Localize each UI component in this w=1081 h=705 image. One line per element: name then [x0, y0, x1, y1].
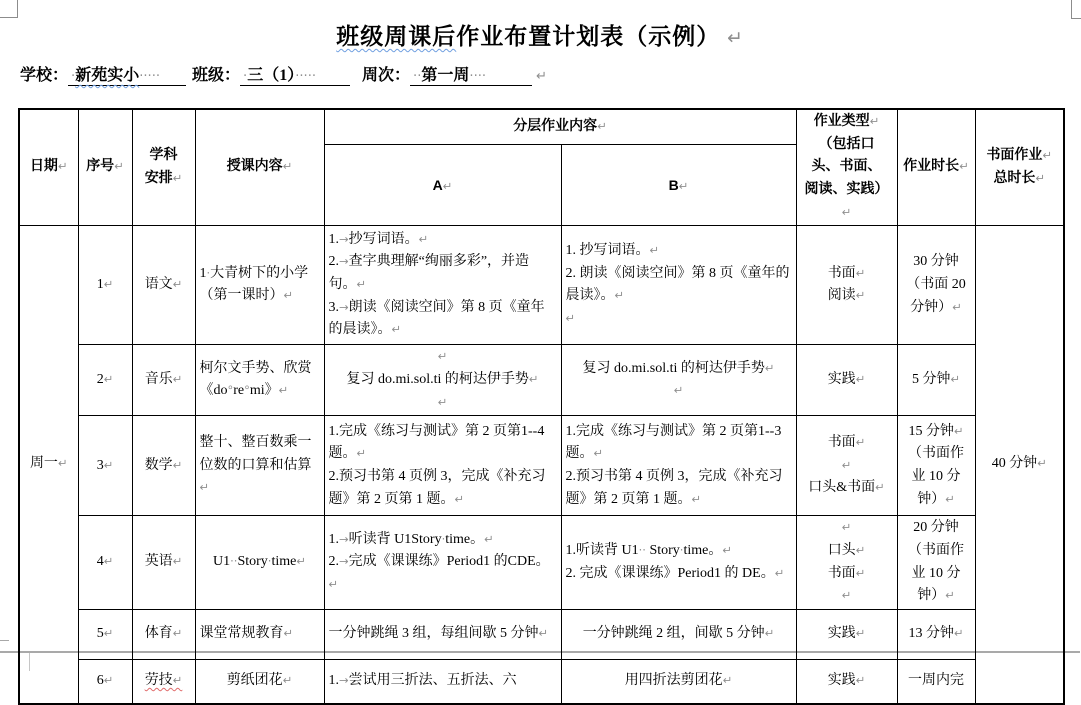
cell-row5-content: 课堂常规教育↵	[195, 610, 324, 660]
cell-row6-group-a: 1.→尝试用三折法、五折法、六	[324, 660, 561, 704]
cell-row6-number: 6↵	[78, 660, 132, 704]
cell-row6-group-b: 用四折法剪团花↵	[561, 660, 796, 704]
cell-row1-type: 书面↵ 阅读↵	[796, 226, 897, 345]
page-crop-mark-top-left	[0, 0, 18, 18]
cell-row3-group-b: 1.完成《练习与测试》第 2 页第1--3 题。↵ 2.预习书第 4 页例 3，完成《补充习题》第 2 页第 1 题。↵	[561, 416, 796, 516]
cell-row4-subject: 英语↵	[132, 516, 195, 610]
cell-row3-group-a: 1.完成《练习与测试》第 2 页第1--4 题。↵ 2.预习书第 4 页例 3，完成《补充习题》第 2 页第 1 题。↵	[324, 416, 561, 516]
document-title	[0, 18, 1080, 51]
class-label: 班级：	[192, 67, 241, 84]
header-group-b: B↵	[561, 145, 796, 226]
space-dots: ·	[71, 69, 76, 84]
cell-row2-group-b: 复习 do.mi.sol.ti 的柯达伊手势↵ ↵	[561, 345, 796, 416]
title-wavy-segment: 班级周课后	[336, 24, 457, 49]
table-row	[19, 226, 1064, 345]
cell-row3-content: 整十、整百数乘一位数的口算和估算↵	[195, 416, 324, 516]
cell-date-monday: 周一↵	[19, 226, 78, 704]
header-total-written-duration: 书面作业↵ 总时长↵	[975, 109, 1064, 226]
title-rest-segment: 作业布置计划表（示例）	[456, 24, 721, 49]
week-label: 周次：	[362, 67, 411, 84]
school-label: 学校：	[20, 67, 69, 84]
page-crop-mark-top-right	[1071, 0, 1081, 19]
cell-row3-duration: 15 分钟↵ （书面作 业 10 分 钟）↵	[897, 416, 975, 516]
table-row	[19, 610, 1064, 660]
cell-row5-duration: 13 分钟↵	[897, 610, 975, 660]
week-blank	[410, 62, 532, 86]
space-dots: ····	[469, 69, 487, 84]
table-row	[19, 660, 1064, 704]
header-content: 授课内容↵	[195, 109, 324, 226]
space-dots: ··	[413, 69, 422, 84]
cell-row5-group-b: 一分钟跳绳 2 组，间歇 5 分钟↵	[561, 610, 796, 660]
header-subject: 学科 安排↵	[132, 109, 195, 226]
space-dots: ·····	[295, 69, 317, 84]
cell-row1-duration: 30 分钟 （书面 20 分钟）↵	[897, 226, 975, 345]
space-dots: ·····	[139, 69, 161, 84]
header-number: 序号↵	[78, 109, 132, 226]
paragraph-mark: ↵	[536, 69, 548, 84]
header-layered-homework: 分层作业内容↵	[324, 109, 796, 145]
cell-row3-type: 书面↵ ↵ 口头&书面↵	[796, 416, 897, 516]
cell-row6-subject: 劳技↵	[132, 660, 195, 704]
cell-row4-group-a: 1.→听读背 U1Story·time。↵ 2.→完成《课课练》Period1 的CDE。↵	[324, 516, 561, 610]
table-row	[19, 516, 1064, 610]
cell-row1-group-a: 1.→抄写词语。↵ 2.→查字典理解“绚丽多彩”，并造句。↵ 3.→朗读《阅读空间》第 8 页《童年的晨读》。↵	[324, 226, 561, 345]
cell-row5-subject: 体育↵	[132, 610, 195, 660]
week-value: 第一周	[421, 67, 470, 84]
cell-row6-content: 剪纸团花↵	[195, 660, 324, 704]
cell-row1-subject: 语文↵	[132, 226, 195, 345]
header-homework-type: 作业类型↵ （包括口 头、书面、 阅读、实践）↵	[796, 109, 897, 226]
cell-row2-duration: 5 分钟↵	[897, 345, 975, 416]
cell-row2-group-a: ↵ 复习 do.mi.sol.ti 的柯达伊手势↵ ↵	[324, 345, 561, 416]
cell-row1-group-b: 1. 抄写词语。↵ 2. 朗读《阅读空间》第 8 页《童年的晨读》。↵ ↵	[561, 226, 796, 345]
table-row	[19, 345, 1064, 416]
school-blank	[68, 62, 186, 86]
cell-row2-content: 柯尔文手势、欣赏《do°re°mi》↵	[195, 345, 324, 416]
class-blank	[240, 62, 350, 86]
table-row	[19, 416, 1064, 516]
cell-row5-number: 5↵	[78, 610, 132, 660]
homework-plan-table-container	[18, 108, 1067, 688]
cell-row1-number: 1↵	[78, 226, 132, 345]
cell-row4-content: U1··Story·time↵	[195, 516, 324, 610]
page-crop-mark-bottom-left	[0, 640, 9, 641]
cell-row6-duration: 一周内完	[897, 660, 975, 704]
paragraph-mark: ↵	[726, 27, 744, 49]
school-value: 新苑实小	[75, 67, 140, 84]
cell-row5-type: 实践↵	[796, 610, 897, 660]
cell-row2-subject: 音乐↵	[132, 345, 195, 416]
space-dots: ·	[243, 69, 248, 84]
cell-row4-number: 4↵	[78, 516, 132, 610]
homework-plan-table	[18, 108, 1065, 705]
class-value: 三（1）	[247, 67, 296, 84]
cell-row5-group-a: 一分钟跳绳 3 组，每组间歇 5 分钟↵	[324, 610, 561, 660]
info-line	[20, 62, 547, 86]
cell-row1-content: 1·大青树下的小学（第一课时）↵	[195, 226, 324, 345]
cell-row3-number: 3↵	[78, 416, 132, 516]
header-group-a: A↵	[324, 145, 561, 226]
cell-row2-number: 2↵	[78, 345, 132, 416]
cell-row2-type: 实践↵	[796, 345, 897, 416]
cell-row3-subject: 数学↵	[132, 416, 195, 516]
cell-row6-type: 实践↵	[796, 660, 897, 704]
header-duration: 作业时长↵	[897, 109, 975, 226]
cell-row4-duration: 20 分钟 （书面作 业 10 分 钟）↵	[897, 516, 975, 610]
cell-row4-group-b: 1.听读背 U1·· Story·time。↵ 2. 完成《课课练》Period1 的 DE。↵	[561, 516, 796, 610]
header-date: 日期↵	[19, 109, 78, 226]
cell-row4-type: ↵ 口头↵ 书面↵ ↵	[796, 516, 897, 610]
cell-total-duration: 40 分钟↵	[975, 226, 1064, 704]
